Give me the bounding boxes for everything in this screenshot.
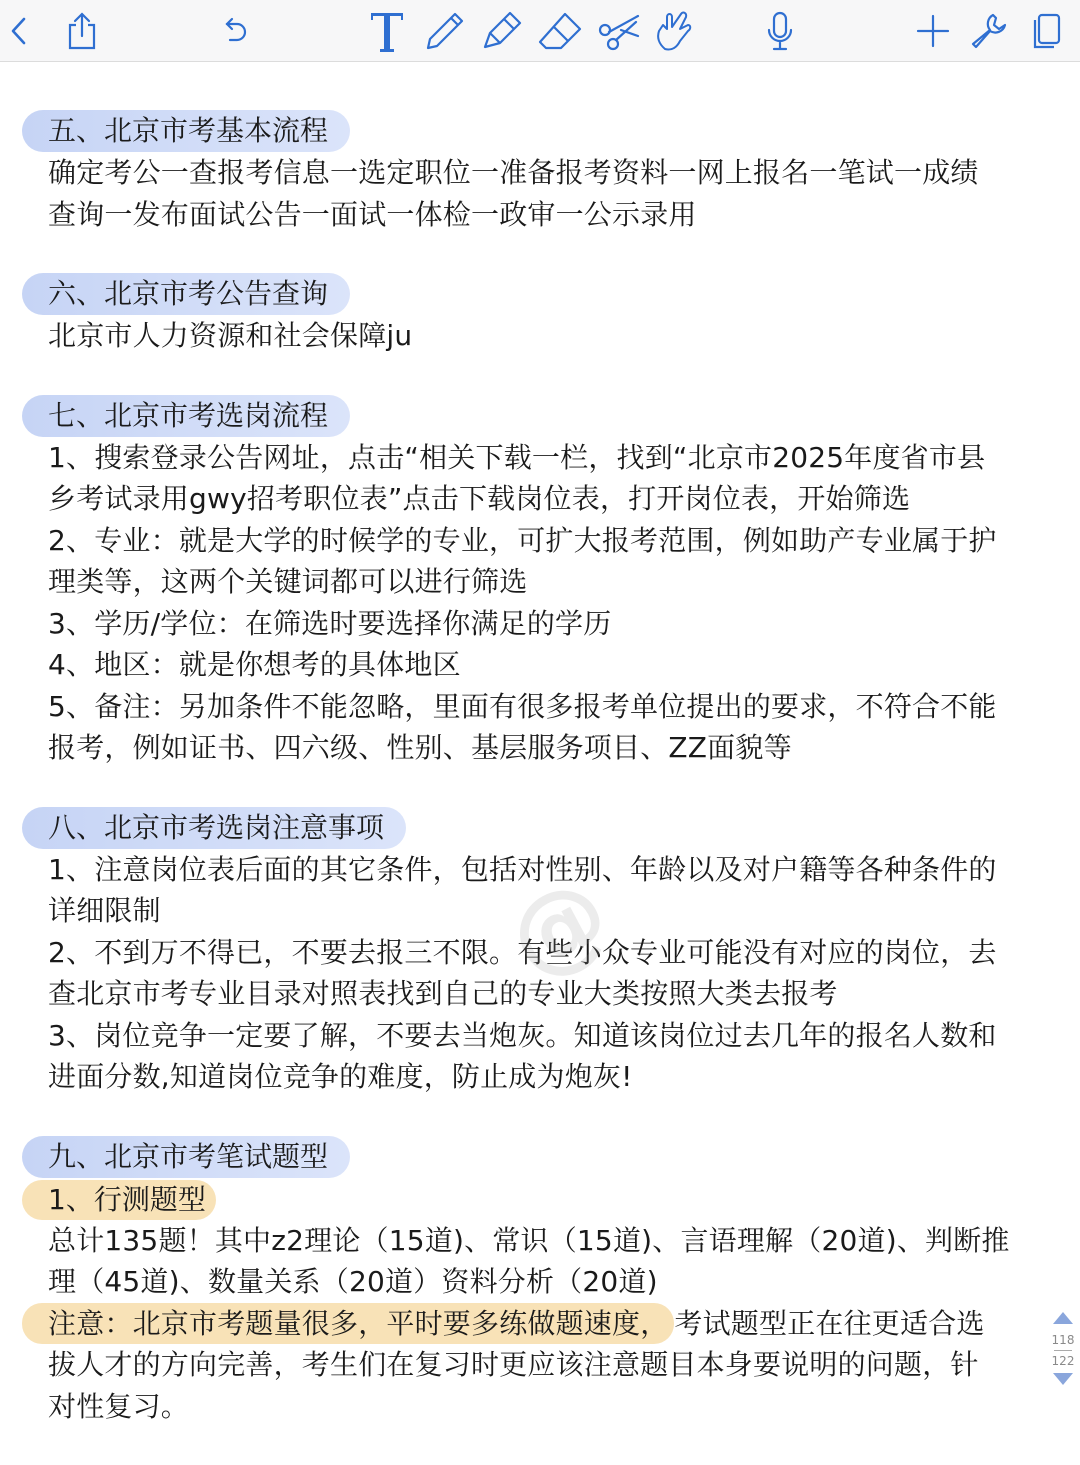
section-5	[48, 110, 1038, 235]
add-icon[interactable]	[910, 8, 956, 54]
subheading-xingce: 1、行测题型	[22, 1180, 216, 1220]
section-7	[48, 395, 1038, 769]
text-line: 5、备注：另加条件不能忽略，里面有很多报考单位提出的要求，不符合不能	[48, 689, 997, 723]
text-line: 总计135题！其中z2理论（15道)、常识（15道)、言语理解（20道)、判断推	[48, 1223, 1010, 1257]
page-total: 122	[1051, 1354, 1075, 1368]
text-line: 确定考公一查报考信息一选定职位一准备报考资料一网上报名一笔试一成绩	[48, 156, 979, 189]
section-heading: 五、北京市考基本流程	[22, 110, 350, 152]
text-line: 理类等，这两个关键词都可以进行筛选	[48, 565, 528, 598]
section-heading: 六、北京市考公告查询	[22, 273, 350, 315]
note-line	[48, 1303, 1038, 1345]
text-line: 进面分数,知道岗位竞争的难度，防止成为炮灰!	[48, 1060, 633, 1093]
undo-icon[interactable]	[212, 8, 256, 54]
text-line: 理（45道)、数量关系（20道）资料分析（20道)	[48, 1265, 658, 1298]
text-line: 查北京市考专业目录对照表找到自己的专业大类按照大类去报考	[48, 977, 838, 1010]
note-content	[48, 110, 1038, 1465]
page-up-icon[interactable]	[1048, 1308, 1078, 1328]
section-heading: 七、北京市考选岗流程	[22, 395, 350, 437]
section-6	[48, 273, 1038, 357]
text-line: 拔人才的方向完善，考生们在复习时更应该注意题目本身要说明的问题，针	[48, 1348, 979, 1381]
hand-icon[interactable]	[648, 8, 698, 54]
section-heading: 九、北京市考笔试题型	[22, 1136, 350, 1178]
toolbar	[0, 0, 1080, 62]
watermark-logo: @	[489, 853, 631, 999]
text-tool-icon[interactable]	[364, 8, 410, 54]
text-line: 北京市人力资源和社会保障ju	[48, 319, 413, 352]
page-current: 118	[1051, 1333, 1075, 1347]
text-line: 3、学历/学位：在筛选时要选择你满足的学历	[48, 606, 612, 640]
page-divider	[1054, 1350, 1072, 1351]
text-line: 乡考试录用gwy招考职位表”点击下载岗位表，打开岗位表，开始筛选	[48, 482, 911, 515]
text-line: 2、专业：就是大学的时候学的专业，可扩大报考范围，例如助产专业属于护	[48, 523, 997, 557]
text-line: 2、不到万不得已，不要去报三不限。有些小众专业可能没有对应的岗位，去	[48, 935, 997, 969]
share-icon[interactable]	[60, 8, 104, 54]
text-line: 对性复习。	[48, 1389, 190, 1423]
note-rest: 考试题型正在往更适合选	[674, 1306, 985, 1340]
text-line: 查询一发布面试公告一面试一体检一政审一公示录用	[48, 197, 697, 231]
section-9	[48, 1136, 1038, 1428]
section-heading: 八、北京市考选岗注意事项	[22, 807, 406, 849]
wrench-icon[interactable]	[964, 8, 1012, 54]
eraser-icon[interactable]	[535, 8, 585, 54]
scissors-icon[interactable]	[594, 8, 644, 54]
note-highlight: 注意：北京市考题量很多，平时要多练做题速度，	[22, 1303, 674, 1345]
text-line: 详细限制	[48, 894, 161, 927]
page-down-icon[interactable]	[1048, 1369, 1078, 1389]
text-line: 1、搜索登录公告网址，点击“相关下载一栏，找到“北京市2025年度省市县	[48, 440, 986, 474]
pages-icon[interactable]	[1024, 8, 1068, 54]
microphone-icon[interactable]	[758, 8, 802, 54]
text-line: 4、地区：就是你想考的具体地区	[48, 648, 461, 681]
text-line: 3、岗位竞争一定要了解，不要去当炮灰。知道该岗位过去几年的报名人数和	[48, 1018, 997, 1052]
section-8	[48, 807, 1038, 1098]
text-line: 报考，例如证书、四六级、性别、基层服务项目、ZZ面貌等	[48, 731, 792, 764]
back-icon[interactable]	[2, 8, 36, 54]
pen-icon[interactable]	[420, 8, 470, 54]
highlighter-icon[interactable]	[477, 8, 527, 54]
page-navigator	[1048, 1308, 1078, 1418]
text-line: 1、注意岗位表后面的其它条件，包括对性别、年龄以及对户籍等各种条件的	[48, 852, 997, 886]
